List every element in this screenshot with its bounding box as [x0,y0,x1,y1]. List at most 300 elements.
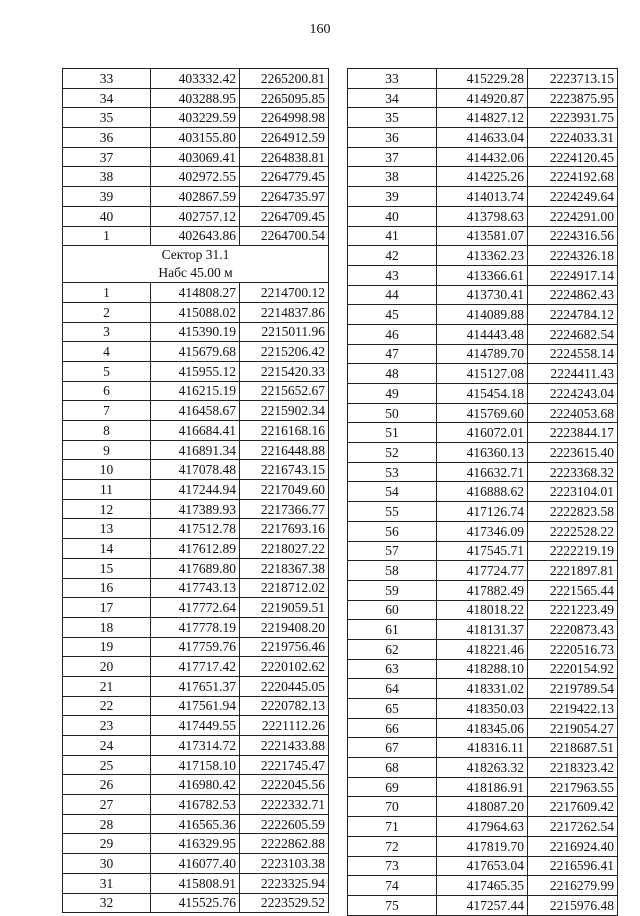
point-number-cell: 43 [348,265,437,285]
y-coordinate-cell: 2215902.34 [240,401,329,421]
table-row [348,620,618,640]
point-number-cell: 35 [348,108,437,128]
y-coordinate-cell: 2216596.41 [528,856,618,876]
point-number-cell: 11 [63,480,151,500]
y-coordinate-cell: 2216448.88 [240,440,329,460]
x-coordinate-cell: 417743.13 [151,578,240,598]
point-number-cell: 6 [63,381,151,401]
y-coordinate-cell: 2219422.13 [528,699,618,719]
x-coordinate-cell: 418087.20 [437,797,528,817]
y-coordinate-cell: 2217963.55 [528,777,618,797]
x-coordinate-cell: 416891.34 [151,440,240,460]
section-subtitle: Набс 45.00 м [158,265,233,281]
table-row [63,716,329,736]
y-coordinate-cell: 2219756.46 [240,637,329,657]
y-coordinate-cell: 2224862.43 [528,285,618,305]
y-coordinate-cell: 2223103.38 [240,854,329,874]
y-coordinate-cell: 2221897.81 [528,561,618,581]
x-coordinate-cell: 418221.46 [437,639,528,659]
x-coordinate-cell: 403288.95 [151,88,240,108]
table-row [63,795,329,815]
x-coordinate-cell: 416632.71 [437,462,528,482]
table-row [348,226,618,246]
table-row [63,598,329,618]
point-number-cell: 75 [348,895,437,915]
table-row [63,637,329,657]
point-number-cell: 48 [348,364,437,384]
x-coordinate-cell: 417612.89 [151,539,240,559]
table-row [63,873,329,893]
y-coordinate-cell: 2264735.97 [240,187,329,207]
y-coordinate-cell: 2221745.47 [240,755,329,775]
table-row [63,696,329,716]
x-coordinate-cell: 402867.59 [151,187,240,207]
x-coordinate-cell: 418350.03 [437,699,528,719]
point-number-cell: 50 [348,403,437,423]
point-number-cell: 14 [63,539,151,559]
y-coordinate-cell: 2223529.52 [240,893,329,913]
point-number-cell: 65 [348,699,437,719]
table-row [348,285,618,305]
y-coordinate-cell: 2224558.14 [528,344,618,364]
x-coordinate-cell: 413581.07 [437,226,528,246]
table-row [63,88,329,108]
x-coordinate-cell: 416072.01 [437,423,528,443]
y-coordinate-cell: 2264998.98 [240,108,329,128]
x-coordinate-cell: 417819.70 [437,836,528,856]
table-row [63,108,329,128]
point-number-cell: 58 [348,561,437,581]
table-row [348,895,618,915]
table-row [348,462,618,482]
x-coordinate-cell: 402972.55 [151,167,240,187]
x-coordinate-cell: 414432.06 [437,147,528,167]
table-row [348,718,618,738]
y-coordinate-cell: 2217366.77 [240,499,329,519]
x-coordinate-cell: 417759.76 [151,637,240,657]
table-row [348,324,618,344]
table-row [63,775,329,795]
point-number-cell: 31 [63,873,151,893]
x-coordinate-cell: 417126.74 [437,502,528,522]
point-number-cell: 24 [63,736,151,756]
x-coordinate-cell: 417724.77 [437,561,528,581]
table-row [63,342,329,362]
y-coordinate-cell: 2222219.19 [528,541,618,561]
section-title: Сектор 31.1 [161,247,230,263]
point-number-cell: 34 [63,88,151,108]
table-row [348,699,618,719]
y-coordinate-cell: 2220445.05 [240,676,329,696]
x-coordinate-cell: 415808.91 [151,873,240,893]
point-number-cell: 8 [63,421,151,441]
table-row [63,187,329,207]
x-coordinate-cell: 418131.37 [437,620,528,640]
y-coordinate-cell: 2221112.26 [240,716,329,736]
point-number-cell: 63 [348,659,437,679]
y-coordinate-cell: 2222862.88 [240,834,329,854]
y-coordinate-cell: 2264779.45 [240,167,329,187]
section-header-row [63,246,329,283]
y-coordinate-cell: 2223713.15 [528,69,618,89]
point-number-cell: 29 [63,834,151,854]
table-row [348,521,618,541]
x-coordinate-cell: 418345.06 [437,718,528,738]
point-number-cell: 37 [63,147,151,167]
table-row [63,539,329,559]
y-coordinate-cell: 2224316.56 [528,226,618,246]
table-row [348,738,618,758]
table-row [63,167,329,187]
x-coordinate-cell: 417512.78 [151,519,240,539]
x-coordinate-cell: 417346.09 [437,521,528,541]
x-coordinate-cell: 417651.37 [151,676,240,696]
y-coordinate-cell: 2219408.20 [240,617,329,637]
y-coordinate-cell: 2218712.02 [240,578,329,598]
point-number-cell: 67 [348,738,437,758]
x-coordinate-cell: 415390.19 [151,322,240,342]
table-row [348,265,618,285]
point-number-cell: 68 [348,758,437,778]
point-number-cell: 21 [63,676,151,696]
x-coordinate-cell: 413366.61 [437,265,528,285]
x-coordinate-cell: 418331.02 [437,679,528,699]
x-coordinate-cell: 415679.68 [151,342,240,362]
x-coordinate-cell: 403229.59 [151,108,240,128]
table-row [348,659,618,679]
x-coordinate-cell: 413362.23 [437,246,528,266]
point-number-cell: 47 [348,344,437,364]
point-number-cell: 38 [348,167,437,187]
table-row [63,421,329,441]
x-coordinate-cell: 417772.64 [151,598,240,618]
point-number-cell: 73 [348,856,437,876]
point-number-cell: 7 [63,401,151,421]
table-row [348,344,618,364]
y-coordinate-cell: 2224120.45 [528,147,618,167]
y-coordinate-cell: 2218323.42 [528,758,618,778]
point-number-cell: 15 [63,558,151,578]
x-coordinate-cell: 416980.42 [151,775,240,795]
table-row [348,128,618,148]
table-row [63,128,329,148]
point-number-cell: 64 [348,679,437,699]
x-coordinate-cell: 414013.74 [437,187,528,207]
point-number-cell: 40 [63,206,151,226]
y-coordinate-cell: 2220102.62 [240,657,329,677]
point-number-cell: 62 [348,639,437,659]
y-coordinate-cell: 2220873.43 [528,620,618,640]
point-number-cell: 36 [348,128,437,148]
y-coordinate-cell: 2218367.38 [240,558,329,578]
x-coordinate-cell: 416329.95 [151,834,240,854]
table-row [348,69,618,89]
x-coordinate-cell: 403155.80 [151,128,240,148]
point-number-cell: 37 [348,147,437,167]
table-row [348,836,618,856]
x-coordinate-cell: 418263.32 [437,758,528,778]
x-coordinate-cell: 413798.63 [437,206,528,226]
table-row [63,381,329,401]
x-coordinate-cell: 402757.12 [151,206,240,226]
point-number-cell: 39 [348,187,437,207]
y-coordinate-cell: 2223844.17 [528,423,618,443]
point-number-cell: 40 [348,206,437,226]
point-number-cell: 10 [63,460,151,480]
y-coordinate-cell: 2214700.12 [240,283,329,303]
y-coordinate-cell: 2224784.12 [528,305,618,325]
point-number-cell: 32 [63,893,151,913]
x-coordinate-cell: 415127.08 [437,364,528,384]
table-row [63,657,329,677]
point-number-cell: 54 [348,482,437,502]
table-row [348,147,618,167]
table-row [63,578,329,598]
point-number-cell: 59 [348,580,437,600]
point-number-cell: 56 [348,521,437,541]
table-row [63,480,329,500]
table-row [348,580,618,600]
point-number-cell: 22 [63,696,151,716]
x-coordinate-cell: 416360.13 [437,443,528,463]
table-row [348,482,618,502]
table-row [348,758,618,778]
y-coordinate-cell: 2216743.15 [240,460,329,480]
y-coordinate-cell: 2221223.49 [528,600,618,620]
point-number-cell: 20 [63,657,151,677]
x-coordinate-cell: 415229.28 [437,69,528,89]
point-number-cell: 25 [63,755,151,775]
table-row [63,322,329,342]
point-number-cell: 46 [348,324,437,344]
table-row [63,519,329,539]
point-number-cell: 33 [63,69,151,89]
table-row [63,499,329,519]
x-coordinate-cell: 414827.12 [437,108,528,128]
y-coordinate-cell: 2219059.51 [240,598,329,618]
table-row [348,502,618,522]
table-row [63,736,329,756]
y-coordinate-cell: 2217262.54 [528,817,618,837]
table-row [63,440,329,460]
point-number-cell: 49 [348,384,437,404]
table-row [348,561,618,581]
x-coordinate-cell: 418018.22 [437,600,528,620]
y-coordinate-cell: 2223931.75 [528,108,618,128]
x-coordinate-cell: 414225.26 [437,167,528,187]
y-coordinate-cell: 2221433.88 [240,736,329,756]
x-coordinate-cell: 416565.36 [151,814,240,834]
point-number-cell: 41 [348,226,437,246]
x-coordinate-cell: 417465.35 [437,876,528,896]
y-coordinate-cell: 2265095.85 [240,88,329,108]
table-row [348,876,618,896]
table-row [348,423,618,443]
point-number-cell: 2 [63,302,151,322]
y-coordinate-cell: 2216279.99 [528,876,618,896]
table-row [348,88,618,108]
y-coordinate-cell: 2217693.16 [240,519,329,539]
y-coordinate-cell: 2264838.81 [240,147,329,167]
table-row [348,246,618,266]
table-row [348,206,618,226]
x-coordinate-cell: 416782.53 [151,795,240,815]
point-number-cell: 3 [63,322,151,342]
point-number-cell: 66 [348,718,437,738]
y-coordinate-cell: 2215206.42 [240,342,329,362]
y-coordinate-cell: 2264700.54 [240,226,329,246]
x-coordinate-cell: 417314.72 [151,736,240,756]
table-row [348,639,618,659]
point-number-cell: 1 [63,283,151,303]
coordinates-table-right [347,68,618,916]
y-coordinate-cell: 2215976.48 [528,895,618,915]
point-number-cell: 5 [63,361,151,381]
point-number-cell: 70 [348,797,437,817]
y-coordinate-cell: 2217609.42 [528,797,618,817]
point-number-cell: 27 [63,795,151,815]
y-coordinate-cell: 2224411.43 [528,364,618,384]
x-coordinate-cell: 417244.94 [151,480,240,500]
page-number: 160 [309,22,331,37]
point-number-cell: 45 [348,305,437,325]
y-coordinate-cell: 2224243.04 [528,384,618,404]
y-coordinate-cell: 2215420.33 [240,361,329,381]
y-coordinate-cell: 2224249.64 [528,187,618,207]
coordinates-table-left [62,68,329,913]
table-row [63,617,329,637]
y-coordinate-cell: 2224326.18 [528,246,618,266]
x-coordinate-cell: 414808.27 [151,283,240,303]
point-number-cell: 38 [63,167,151,187]
point-number-cell: 71 [348,817,437,837]
point-number-cell: 52 [348,443,437,463]
table-row [348,856,618,876]
table-row [348,679,618,699]
table-row [63,206,329,226]
y-coordinate-cell: 2224053.68 [528,403,618,423]
table-row [63,834,329,854]
x-coordinate-cell: 418186.91 [437,777,528,797]
point-number-cell: 33 [348,69,437,89]
table-row [63,893,329,913]
table-row [63,226,329,246]
point-number-cell: 18 [63,617,151,637]
x-coordinate-cell: 415454.18 [437,384,528,404]
y-coordinate-cell: 2222332.71 [240,795,329,815]
point-number-cell: 35 [63,108,151,128]
table-row [348,600,618,620]
y-coordinate-cell: 2223615.40 [528,443,618,463]
point-number-cell: 30 [63,854,151,874]
point-number-cell: 34 [348,88,437,108]
y-coordinate-cell: 2214837.86 [240,302,329,322]
y-coordinate-cell: 2223104.01 [528,482,618,502]
x-coordinate-cell: 403332.42 [151,69,240,89]
y-coordinate-cell: 2218027.22 [240,539,329,559]
table-row [63,401,329,421]
table-row [348,403,618,423]
point-number-cell: 23 [63,716,151,736]
x-coordinate-cell: 414089.88 [437,305,528,325]
y-coordinate-cell: 2224033.31 [528,128,618,148]
table-row [63,302,329,322]
point-number-cell: 74 [348,876,437,896]
point-number-cell: 4 [63,342,151,362]
y-coordinate-cell: 2220154.92 [528,659,618,679]
table-row [63,460,329,480]
x-coordinate-cell: 417389.93 [151,499,240,519]
x-coordinate-cell: 415769.60 [437,403,528,423]
y-coordinate-cell: 2216924.40 [528,836,618,856]
x-coordinate-cell: 416888.62 [437,482,528,502]
x-coordinate-cell: 417078.48 [151,460,240,480]
y-coordinate-cell: 2224917.14 [528,265,618,285]
y-coordinate-cell: 2223875.95 [528,88,618,108]
x-coordinate-cell: 417158.10 [151,755,240,775]
table-row [348,167,618,187]
y-coordinate-cell: 2216168.16 [240,421,329,441]
table-row [348,541,618,561]
point-number-cell: 12 [63,499,151,519]
y-coordinate-cell: 2222605.59 [240,814,329,834]
y-coordinate-cell: 2215652.67 [240,381,329,401]
table-row [348,797,618,817]
x-coordinate-cell: 417545.71 [437,541,528,561]
y-coordinate-cell: 2222045.56 [240,775,329,795]
y-coordinate-cell: 2223325.94 [240,873,329,893]
point-number-cell: 13 [63,519,151,539]
point-number-cell: 57 [348,541,437,561]
table-row [63,361,329,381]
x-coordinate-cell: 415088.02 [151,302,240,322]
table-row [348,817,618,837]
y-coordinate-cell: 2219789.54 [528,679,618,699]
table-row [63,69,329,89]
y-coordinate-cell: 2220516.73 [528,639,618,659]
y-coordinate-cell: 2265200.81 [240,69,329,89]
x-coordinate-cell: 417882.49 [437,580,528,600]
table-row [63,854,329,874]
table-row [63,755,329,775]
point-number-cell: 55 [348,502,437,522]
point-number-cell: 53 [348,462,437,482]
table-row [348,364,618,384]
point-number-cell: 44 [348,285,437,305]
y-coordinate-cell: 2220782.13 [240,696,329,716]
table-row [63,283,329,303]
point-number-cell: 16 [63,578,151,598]
table-row [348,108,618,128]
x-coordinate-cell: 416684.41 [151,421,240,441]
x-coordinate-cell: 418288.10 [437,659,528,679]
y-coordinate-cell: 2218687.51 [528,738,618,758]
table-row [63,676,329,696]
y-coordinate-cell: 2222528.22 [528,521,618,541]
x-coordinate-cell: 414443.48 [437,324,528,344]
point-number-cell: 36 [63,128,151,148]
y-coordinate-cell: 2224192.68 [528,167,618,187]
y-coordinate-cell: 2224291.00 [528,206,618,226]
point-number-cell: 61 [348,620,437,640]
point-number-cell: 51 [348,423,437,443]
point-number-cell: 19 [63,637,151,657]
x-coordinate-cell: 415525.76 [151,893,240,913]
x-coordinate-cell: 417717.42 [151,657,240,677]
x-coordinate-cell: 417257.44 [437,895,528,915]
x-coordinate-cell: 417653.04 [437,856,528,876]
x-coordinate-cell: 416458.67 [151,401,240,421]
